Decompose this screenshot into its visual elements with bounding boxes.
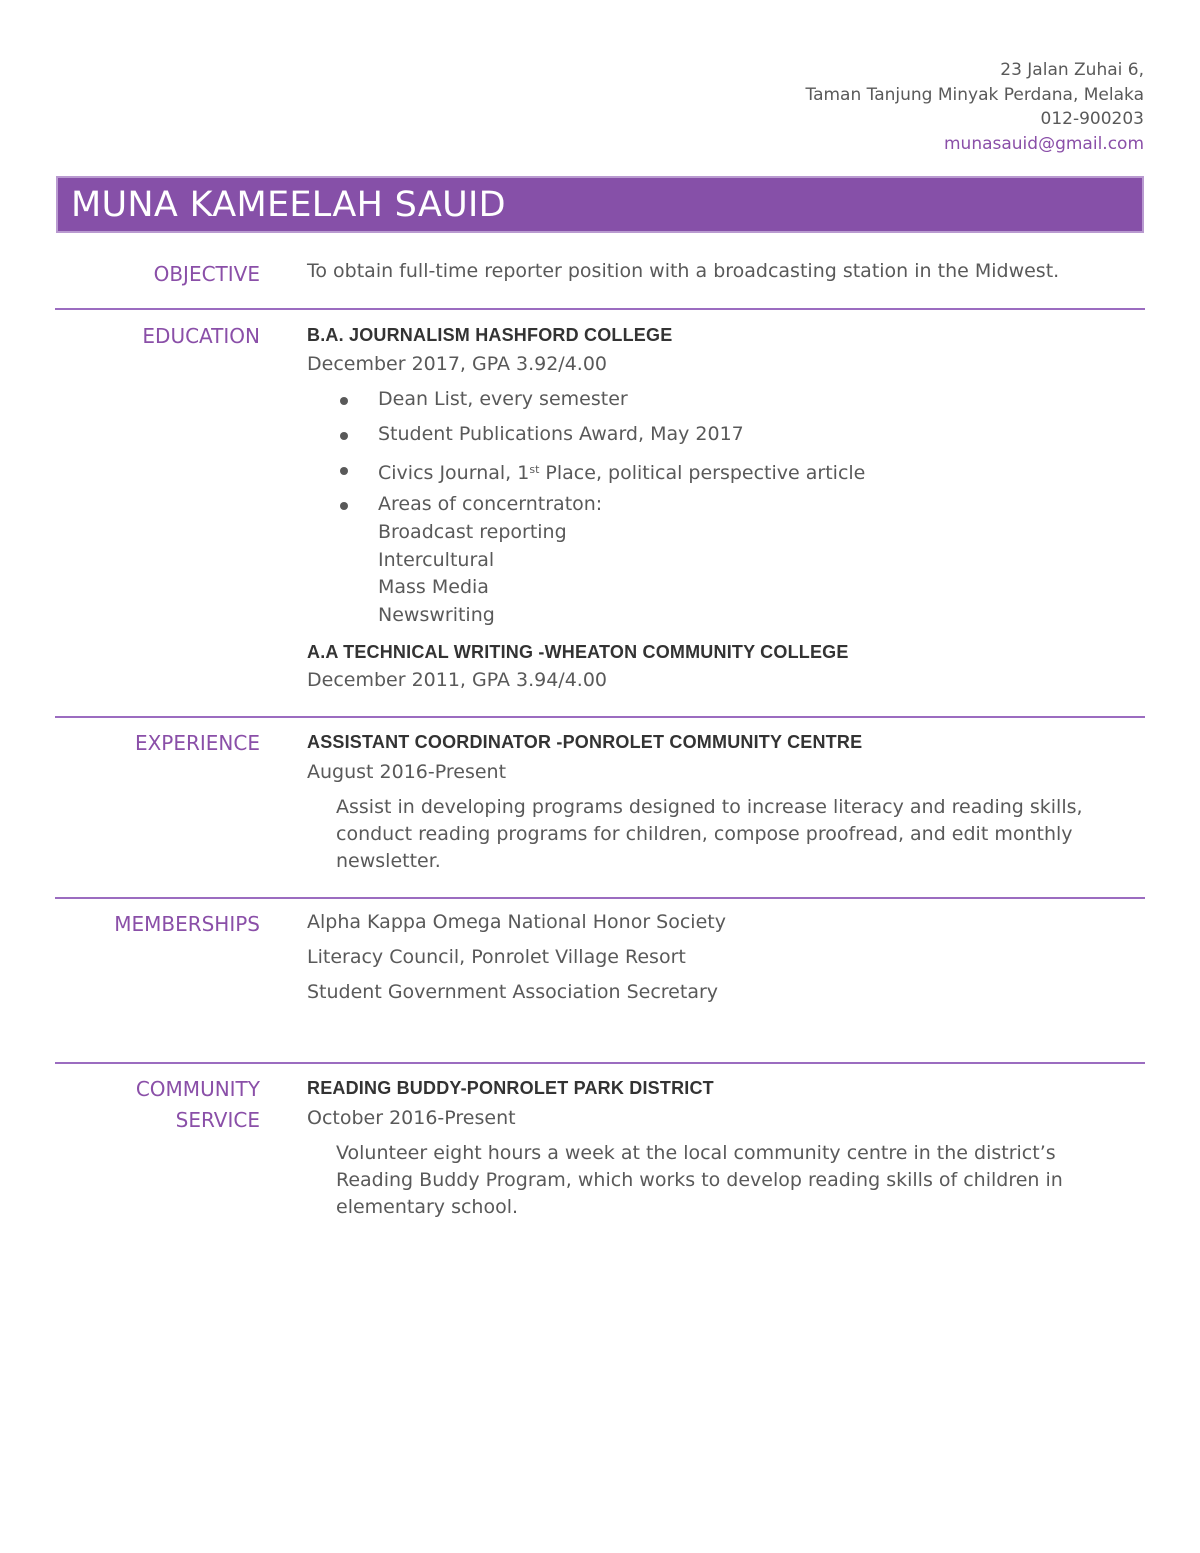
candidate-name: MUNA KAMEELAH SAUID: [71, 185, 506, 225]
email-link[interactable]: munasauid@gmail.com: [943, 133, 1144, 154]
address-line-2: Taman Tanjung Minyak Perdana, Melaka: [805, 84, 1144, 105]
description-line: elementary school.: [336, 1196, 519, 1218]
job-description: [336, 794, 1126, 875]
service-date: October 2016-Present: [307, 1107, 516, 1129]
degree-date: December 2011, GPA 3.94/4.00: [307, 669, 608, 691]
list-item: Dean List, every semester: [378, 388, 628, 410]
bullet-icon: [340, 432, 348, 440]
section-divider: [55, 1062, 1145, 1064]
section-divider: [55, 897, 1145, 899]
section-label-memberships: MEMBERSHIPS: [114, 912, 260, 936]
section-divider: [55, 716, 1145, 718]
list-item-text: Place, political perspective article: [539, 462, 866, 484]
label-line: SERVICE: [175, 1108, 260, 1132]
list-item-text: Civics Journal, 1: [378, 462, 530, 484]
membership-item: Literacy Council, Ponrolet Village Resort: [307, 946, 686, 968]
service-heading: READING BUDDY-PONROLET PARK DISTRICT: [307, 1078, 714, 1098]
list-item: Areas of concerntraton:: [378, 493, 603, 515]
list-item: [378, 456, 865, 487]
contact-block: [806, 58, 1145, 156]
concentration-item: Mass Media: [378, 576, 489, 598]
list-item: Student Publications Award, May 2017: [378, 423, 744, 445]
ordinal-suffix: st: [529, 463, 540, 476]
name-banner: [56, 176, 1144, 233]
phone-number: 012-900203: [1040, 109, 1144, 129]
degree-heading: A.A TECHNICAL WRITING -WHEATON COMMUNITY COLLEGE: [307, 642, 849, 662]
membership-item: Student Government Association Secretary: [307, 981, 719, 1003]
label-line: COMMUNITY: [135, 1077, 260, 1101]
job-heading: ASSISTANT COORDINATOR -PONROLET COMMUNITY CENTRE: [307, 732, 863, 752]
section-label-education: EDUCATION: [142, 324, 260, 348]
bullet-icon: [340, 467, 348, 475]
membership-item: Alpha Kappa Omega National Honor Society: [307, 911, 726, 933]
bullet-icon: [340, 397, 348, 405]
concentration-item: Intercultural: [378, 549, 495, 571]
description-line: Assist in developing programs designed to increase literacy and reading skills,: [336, 796, 1083, 818]
description-line: Reading Buddy Program, which works to develop reading skills of children in: [336, 1169, 1063, 1191]
section-label-experience: EXPERIENCE: [134, 731, 260, 755]
degree-heading: B.A. JOURNALISM HASHFORD COLLEGE: [307, 325, 673, 345]
section-label-community-service: [136, 1074, 260, 1136]
address-line-1: 23 Jalan Zuhai 6,: [1000, 60, 1144, 80]
description-line: newsletter.: [336, 850, 441, 872]
description-line: conduct reading programs for children, compose proofread, and edit monthly: [336, 823, 1073, 845]
description-line: Volunteer eight hours a week at the local community centre in the district’s: [336, 1142, 1056, 1164]
concentration-item: Newswriting: [378, 604, 495, 626]
job-date: August 2016-Present: [307, 761, 507, 783]
bullet-icon: [340, 502, 348, 510]
objective-text: To obtain full-time reporter position with a broadcasting station in the Midwest.: [307, 260, 1060, 282]
section-divider: [55, 308, 1145, 310]
concentration-item: Broadcast reporting: [378, 521, 567, 543]
service-description: [336, 1140, 1126, 1221]
degree-date: December 2017, GPA 3.92/4.00: [307, 353, 608, 375]
section-label-objective: OBJECTIVE: [153, 262, 260, 286]
